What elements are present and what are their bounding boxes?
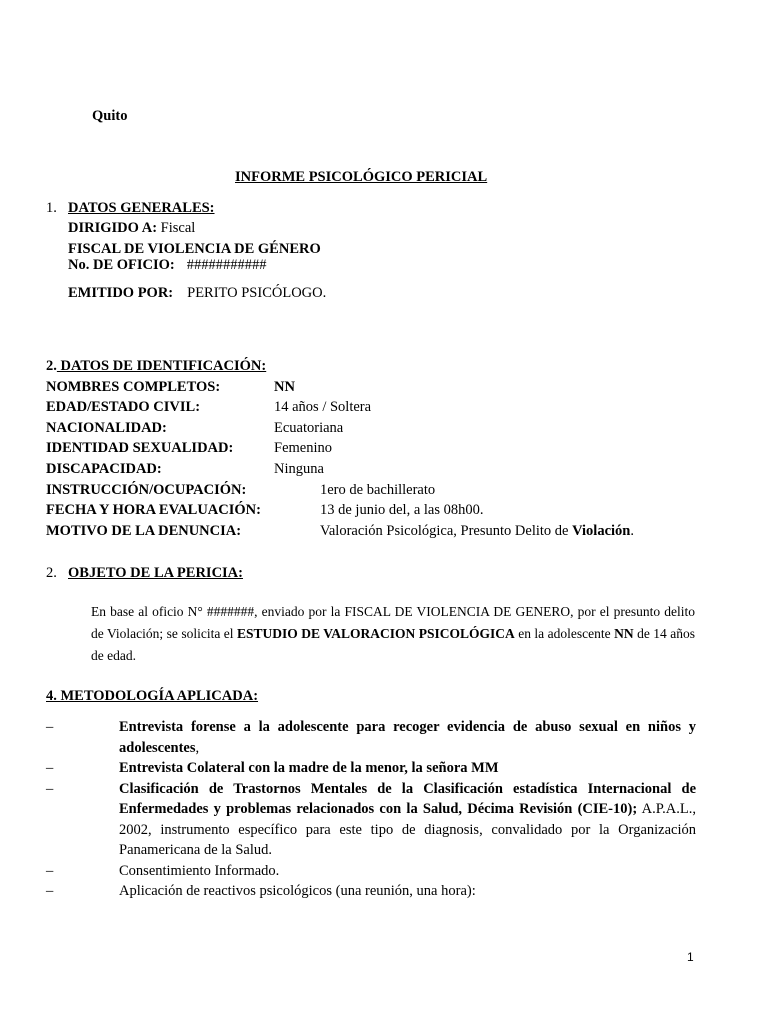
item-text: , (195, 739, 200, 756)
section-4-heading: 4. METODOLOGÍA APLICADA: (46, 688, 259, 704)
fiscal-line: FISCAL DE VIOLENCIA DE GÉNERO (68, 241, 321, 257)
list-item (46, 881, 696, 902)
row-value: 14 años / Soltera (274, 399, 372, 415)
row-label: INSTRUCCIÓN/OCUPACIÓN: (46, 482, 247, 498)
objeto-tail: de 14 años de edad. (91, 626, 695, 663)
list-item (46, 861, 696, 882)
oficio-line (68, 256, 267, 274)
motivo-value-bold: Violación (572, 523, 631, 539)
page-number: 1 (687, 950, 694, 964)
emitido-value: PERITO PSICÓLOGO. (187, 285, 327, 301)
row-label: NOMBRES COMPLETOS: (46, 379, 221, 395)
item-bold-text: Entrevista forense a la adolescente para recoger evidencia de abuso sexual en niños y adolescentes (119, 719, 696, 756)
item-text: Aplicación de reactivos psicológicos (una reunión, una hora): (119, 883, 476, 899)
city-header: Quito (92, 108, 128, 124)
row-value: Ecuatoriana (274, 420, 344, 436)
oficio-value: ########### (186, 257, 267, 273)
section-1-heading: DATOS GENERALES: (68, 200, 215, 216)
section-1-number: 1. (46, 200, 57, 216)
row-value: Ninguna (274, 461, 324, 477)
row-label: EDAD/ESTADO CIVIL: (46, 399, 201, 415)
row-label: MOTIVO DE LA DENUNCIA: (46, 523, 242, 539)
item-text: Consentimiento Informado. (119, 862, 280, 879)
oficio-label: No. DE OFICIO: (68, 257, 175, 273)
dash-bullet: – (46, 760, 54, 776)
list-item (46, 717, 696, 758)
row-label: NACIONALIDAD: (46, 420, 167, 436)
dash-bullet: – (46, 780, 54, 797)
row-label: IDENTIDAD SEXUALIDAD: (46, 440, 234, 456)
list-item (46, 779, 696, 861)
objeto-paragraph (91, 601, 695, 667)
objeto-mid: en la adolescente (514, 626, 615, 641)
section-3-number: 2. (46, 565, 57, 581)
dirigido-value: Fiscal (157, 220, 196, 236)
section-3-heading: OBJETO DE LA PERICIA: (68, 565, 243, 581)
motivo-value: Valoración Psicológica, Presunto Delito de (320, 523, 573, 539)
row-value: 1ero de bachillerato (320, 482, 436, 498)
item-bold-text: Entrevista Colateral con la madre de la menor, la señora MM (119, 760, 499, 776)
objeto-bold: ESTUDIO DE VALORACION PSICOLÓGICA (237, 626, 515, 641)
dirigido-label: DIRIGIDO A: (68, 220, 158, 236)
list-item (46, 758, 696, 779)
document-title: INFORME PSICOLÓGICO PERICIAL (235, 169, 488, 185)
item-bold-text: Clasificación de Trastornos Mentales de la Clasificación estadística Internacional de Enfermedades y problemas relacionados con la Salud, Décima Revisión (CIE-10); (119, 780, 696, 817)
dash-bullet: – (46, 862, 54, 879)
row-value: 13 de junio del, a las 08h00. (320, 502, 484, 518)
motivo-value-tail: . (630, 523, 634, 539)
row-label: DISCAPACIDAD: (46, 461, 162, 477)
row-label: FECHA Y HORA EVALUACIÓN: (46, 502, 261, 518)
emitido-line (68, 284, 326, 302)
dash-bullet: – (46, 883, 54, 899)
row-value: Femenino (274, 440, 332, 456)
objeto-bold-name: NN (614, 626, 634, 641)
objeto-text: En base al oficio N° #######, enviado por la FISCAL DE VIOLENCIA DE GENERO, por el presunto delito de Violación; se solicita el (91, 604, 695, 641)
item-text: A.P.A.L., 2002, instrumento específico para este tipo de diagnosis, convalidado por la Organización Panamericana de la Salud. (119, 801, 696, 858)
section-2-heading-text: DATOS DE IDENTIFICACIÓN: (56, 358, 267, 374)
dirigido-line (68, 219, 195, 237)
section-2-number: 2. (46, 358, 57, 374)
methodology-list (46, 717, 696, 902)
dash-bullet: – (46, 719, 54, 735)
row-value: NN (274, 379, 295, 395)
section-2-heading (46, 357, 266, 375)
emitido-label: EMITIDO POR: (68, 285, 174, 301)
row-value (320, 522, 634, 540)
